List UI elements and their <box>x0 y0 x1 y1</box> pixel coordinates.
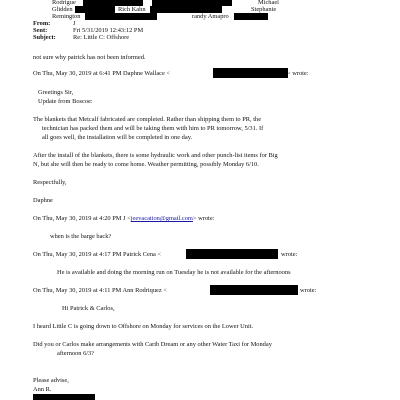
header-to-line2-name-c: Stephanie <box>251 6 277 13</box>
header-to-line2-name-a: Glidden <box>52 6 73 13</box>
quote-header-daphne: On Thu, May 30, 2019 at 6:41 PM Daphne Wallace < <box>33 70 171 77</box>
header-subject-label: Subject: <box>33 34 56 41</box>
redaction-bar <box>85 13 157 20</box>
body-line: Hi Patrick & Carlos, <box>62 305 115 312</box>
header-to-line3-name-a: Remington <box>52 13 81 20</box>
body-line: Daphne <box>33 197 53 204</box>
quote-header-patrick: On Thu, May 30, 2019 at 4:17 PM Patrick Cena < <box>33 251 162 258</box>
quote-header-ann-end: wrote: <box>300 287 317 294</box>
redaction-bar <box>234 13 268 20</box>
body-line: I heard Little C is going down to Offshore on Monday for services on the Lower Unit. <box>33 323 254 330</box>
body-line: Please advise, <box>33 377 69 384</box>
redaction-bar <box>186 249 278 259</box>
body-line: He is available and doing the morning run on Tuesday he is not available for the afternoons <box>57 269 291 276</box>
body-line: when is the barge back? <box>50 233 112 240</box>
header-subject-value: Re: Little C: Offshore <box>73 34 130 41</box>
body-line: N, but she will then be ready to come home. Weather permitting, possibly Monday 6/10. <box>33 161 259 168</box>
header-to-line3-name-b: randy Amapro <box>192 13 229 20</box>
header-to-line1-name-a: Rodrigue <box>52 0 76 6</box>
redaction-bar <box>150 6 222 13</box>
body-line: The blankets that Metcalf fabricated are completed. Rather than shipping them to PR, the <box>33 116 262 123</box>
redaction-bar <box>33 394 95 400</box>
quote-header-j-start: On Thu, May 30, 2019 at 4:20 PM J < <box>33 215 131 222</box>
header-from-label: From: <box>33 20 51 27</box>
body-line: technician has packed them and will be taking them with him to PR tomorrow, 5/31. If <box>42 125 264 132</box>
header-sent-label: Sent: <box>33 27 48 34</box>
body-line: all goes well, the installation will be completed in one day. <box>42 134 193 141</box>
email-link[interactable]: jeevacation@gmail.com <box>130 215 193 222</box>
header-to-line1-name-b: Michael <box>258 0 279 6</box>
redaction-bar <box>75 6 115 13</box>
body-line: Respectfully, <box>33 179 67 186</box>
quote-header-daphne-end: > wrote: <box>287 70 309 77</box>
body-line: Did you or Carlos make arrangements with Carib Dream or any other Water Taxi for Monday <box>33 341 272 348</box>
body-line: Greetings Sir, <box>38 89 74 96</box>
redaction-bar <box>210 285 298 295</box>
quote-header-ann: On Thu, May 30, 2019 at 4:11 PM Ann Rodriquez < <box>33 287 167 294</box>
body-line: not sure why patrick has not been informed. <box>33 54 146 61</box>
header-to-line2-name-b: Rich Kahn <box>118 6 146 13</box>
body-line: afternoon 6/3? <box>57 350 95 357</box>
body-line: After the install of the blankets, there is some hydraulic work and other punch-list items for Big <box>33 152 278 159</box>
body-line: Update from Boscoe: <box>38 98 93 105</box>
body-line: Ann R. <box>33 386 52 393</box>
redaction-bar <box>213 68 288 78</box>
quote-header-j-end: > wrote: <box>192 215 215 222</box>
header-sent-value: Fri 5/31/2019 12:43:12 PM <box>73 27 144 34</box>
quote-header-j <box>33 215 214 222</box>
header-from-value: J <box>73 20 76 27</box>
quote-header-patrick-end: wrote: <box>281 251 298 258</box>
